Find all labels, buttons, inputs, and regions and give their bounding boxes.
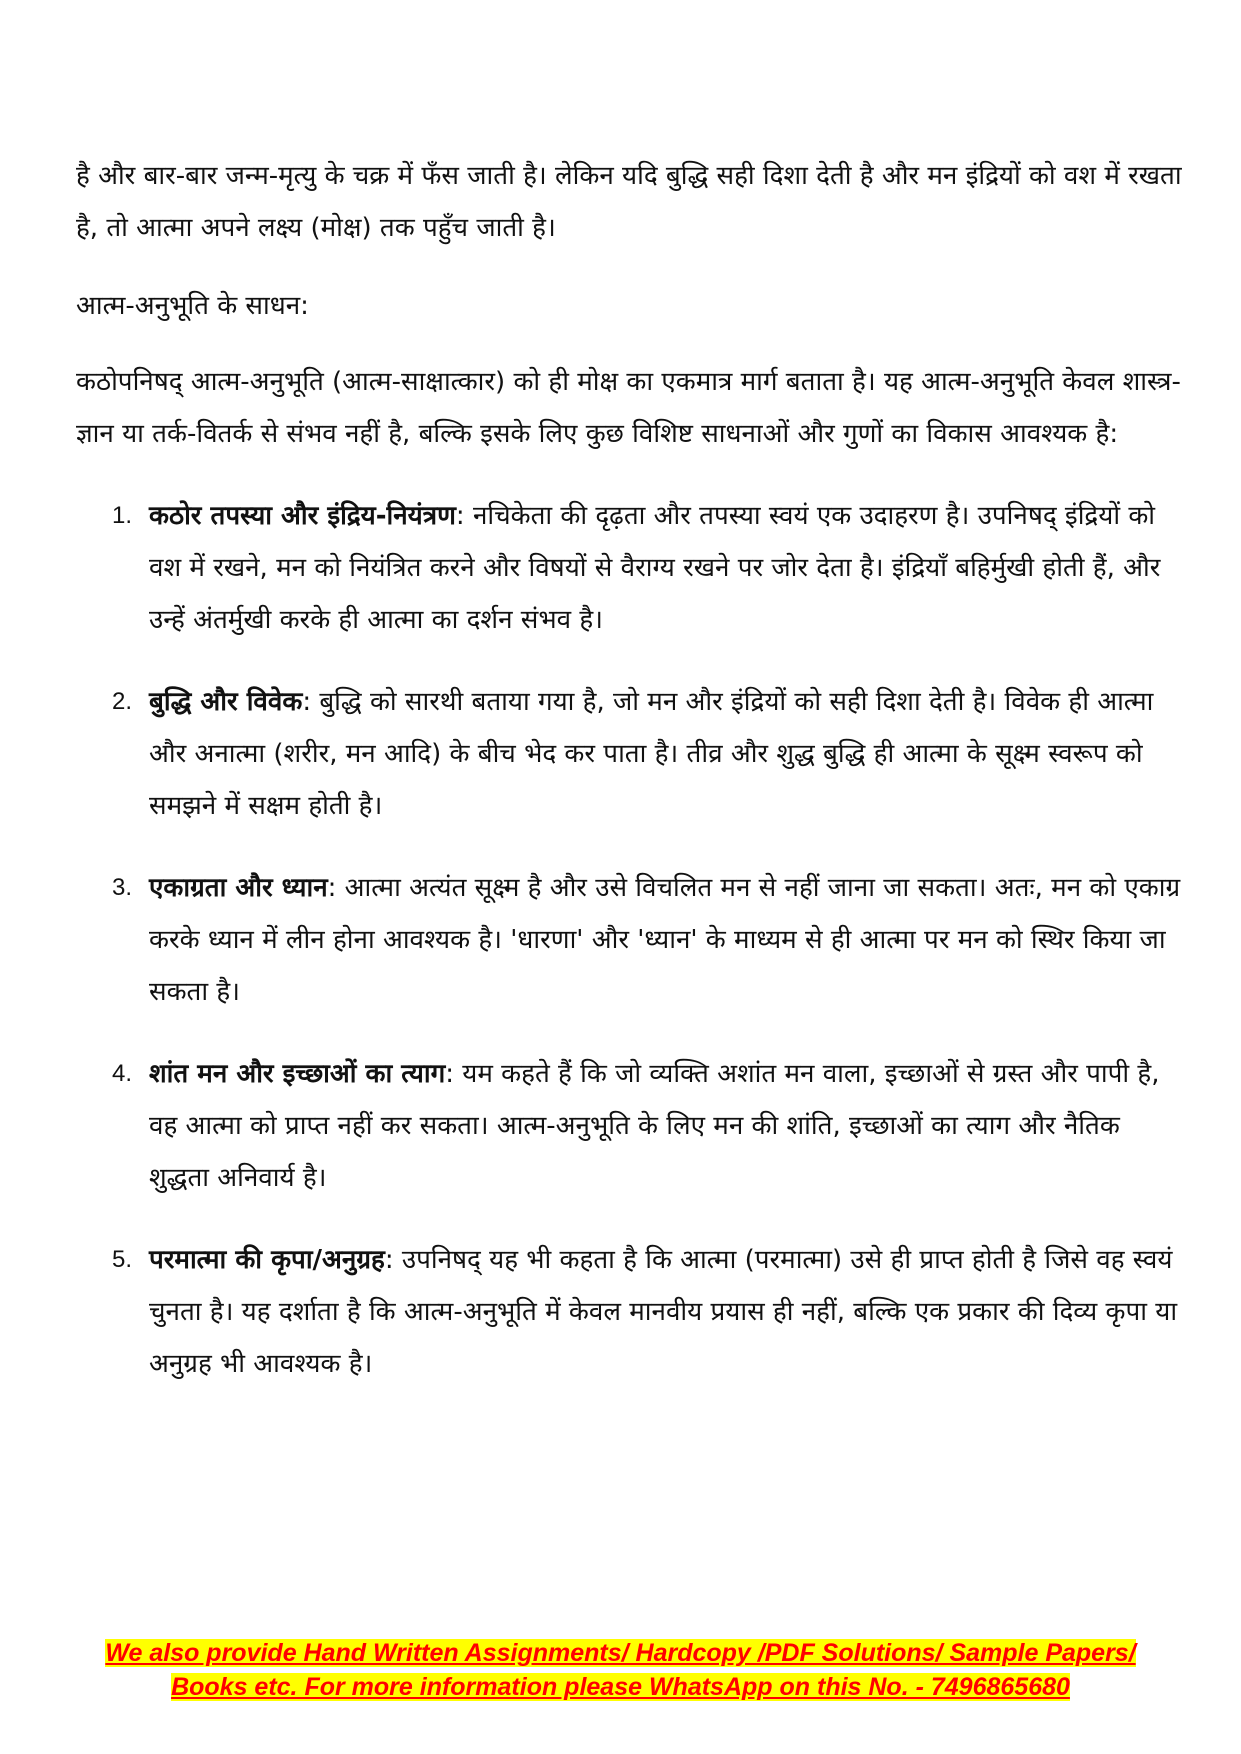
list-item-term: परमात्मा की कृपा/अनुग्रह bbox=[149, 1245, 385, 1275]
list-item-number: 4. bbox=[112, 1060, 133, 1087]
list-item-number: 5. bbox=[112, 1246, 133, 1273]
list-item-number: 1. bbox=[112, 502, 133, 529]
list-item bbox=[76, 490, 1186, 646]
means-list bbox=[76, 490, 1186, 1390]
list-item-number: 2. bbox=[112, 688, 133, 715]
list-item-term: शांत मन और इच्छाओं का त्याग bbox=[149, 1059, 446, 1089]
document-page bbox=[76, 150, 1186, 1420]
list-item-text: : नचिकेता की दृढ़ता और तपस्या स्वयं एक उदाहरण है। उपनिषद् इंद्रियों को वश में रखने, मन को नियंत्रित करने और विषयों से वैराग्य रखने पर जोर देता है। इंद्रियाँ बहिर्मुखी होती हैं, और उन्हें अंतर्मुखी करके ही आत्मा का दर्शन संभव है। bbox=[149, 501, 1161, 635]
list-item-text: : आत्मा अत्यंत सूक्ष्म है और उसे विचलित मन से नहीं जाना जा सकता। अतः, मन को एकाग्र करके ध्यान में लीन होना आवश्यक है। 'धारणा' और 'ध्यान' के माध्यम से ही आत्मा पर मन को स्थिर किया जा सकता है। bbox=[149, 873, 1181, 1007]
list-item-number: 3. bbox=[112, 874, 133, 901]
list-item bbox=[76, 1048, 1186, 1204]
section-intro-paragraph: कठोपनिषद् आत्म-अनुभूति (आत्म-साक्षात्कार) को ही मोक्ष का एकमात्र मार्ग बताता है। यह आत्म-अनुभूति केवल शास्त्र-ज्ञान या तर्क-वितर्क से संभव नहीं है, बल्कि इसके लिए कुछ विशिष्ट साधनाओं और गुणों का विकास आवश्यक है: bbox=[76, 367, 1181, 449]
list-item-text: : उपनिषद् यह भी कहता है कि आत्मा (परमात्मा) उसे ही प्राप्त होती है जिसे वह स्वयं चुनता है। यह दर्शाता है कि आत्म-अनुभूति में केवल मानवीय प्रयास ही नहीं, बल्कि एक प्रकार की दिव्य कृपा या अनुग्रह भी आवश्यक है। bbox=[149, 1245, 1178, 1379]
promo-footer-line-1: We also provide Hand Written Assignments/ Hardcopy /PDF Solutions/ Sample Papers/ bbox=[105, 1639, 1136, 1667]
section-heading: आत्म-अनुभूति के साधन: bbox=[76, 291, 309, 321]
list-item-term: एकाग्रता और ध्यान bbox=[149, 873, 328, 903]
promo-footer-line-2: Books etc. For more information please WhatsApp on this No. - 7496865680 bbox=[171, 1673, 1070, 1701]
list-item bbox=[76, 1234, 1186, 1390]
promo-footer bbox=[80, 1636, 1161, 1704]
list-item bbox=[76, 676, 1186, 832]
list-item-term: बुद्धि और विवेक bbox=[149, 687, 303, 717]
list-item-term: कठोर तपस्या और इंद्रिय-नियंत्रण bbox=[149, 501, 456, 531]
intro-continuation-paragraph: है और बार-बार जन्म-मृत्यु के चक्र में फँस जाती है। लेकिन यदि बुद्धि सही दिशा देती है और मन इंद्रियों को वश में रखता है, तो आत्मा अपने लक्ष्य (मोक्ष) तक पहुँच जाती है। bbox=[76, 161, 1182, 243]
list-item-text: : बुद्धि को सारथी बताया गया है, जो मन और इंद्रियों को सही दिशा देती है। विवेक ही आत्मा और अनात्मा (शरीर, मन आदि) के बीच भेद कर पाता है। तीव्र और शुद्ध बुद्धि ही आत्मा के सूक्ष्म स्वरूप को समझने में सक्षम होती है। bbox=[149, 687, 1154, 821]
list-item bbox=[76, 862, 1186, 1018]
list-item-text: : यम कहते हैं कि जो व्यक्ति अशांत मन वाला, इच्छाओं से ग्रस्त और पापी है, वह आत्मा को प्राप्त नहीं कर सकता। आत्म-अनुभूति के लिए मन की शांति, इच्छाओं का त्याग और नैतिक शुद्धता अनिवार्य है। bbox=[149, 1059, 1160, 1193]
